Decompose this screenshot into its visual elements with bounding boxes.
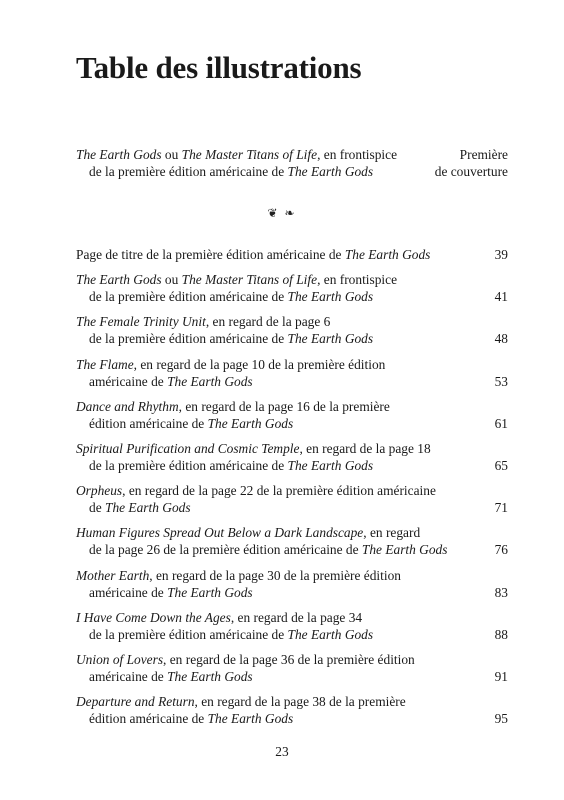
entry-text: de la première édition américaine de	[89, 457, 288, 473]
entry-text: édition américaine de	[89, 711, 208, 727]
entry-line	[76, 415, 470, 432]
illustration-title: The Earth Gods	[287, 289, 374, 305]
entry-page-number: 91	[494, 668, 508, 684]
entry-text: , en regard de la page 10 de la première édition	[133, 356, 386, 372]
entry-page-number: 65	[494, 457, 508, 473]
frontispiece-entry	[76, 146, 508, 180]
illustration-title: The Flame	[76, 356, 134, 372]
frontispiece-connector: ou	[161, 147, 182, 162]
illustration-title: Union of Lovers	[76, 651, 164, 667]
entry-line	[76, 356, 470, 373]
frontispiece-location-line-2: de couverture	[434, 164, 508, 179]
entry-line	[76, 668, 470, 685]
frontispiece-edition: de la première édition américaine de	[89, 164, 288, 179]
frontispiece-line-2	[76, 163, 406, 180]
illustration-title: The Earth Gods	[287, 457, 374, 473]
illustration-title: The Earth Gods	[207, 711, 294, 727]
entry-text: , en regard de la page 36 de la première édition	[163, 651, 415, 667]
entry-page-number: 76	[494, 542, 508, 558]
illustration-title: Dance and Rhythm	[76, 398, 179, 414]
entry-line	[76, 567, 470, 584]
list-item	[76, 482, 508, 516]
entry-text: américaine de	[89, 668, 168, 684]
illustrations-list	[76, 246, 508, 735]
illustration-title: The Female Trinity Unit	[76, 314, 206, 330]
illustration-title: The Earth Gods	[105, 500, 191, 516]
entry-text: , en regard de la page 18	[299, 440, 431, 456]
entry-line	[76, 693, 470, 710]
frontispiece-book-title: The Earth Gods	[287, 164, 374, 179]
entry-text: édition américaine de	[89, 415, 208, 431]
illustration-title: The Earth Gods	[167, 668, 253, 684]
illustration-title: The Earth Gods	[167, 584, 253, 600]
entry-line	[76, 524, 470, 541]
illustration-title: The Earth Gods	[76, 272, 162, 288]
list-item	[76, 271, 508, 305]
entry-page-number: 71	[494, 500, 508, 516]
entry-line	[76, 313, 470, 330]
entry-text: de la première édition américaine de	[89, 626, 288, 642]
entry-text: de la page 26 de la première édition américaine de	[89, 542, 362, 558]
illustration-title: Departure and Return	[76, 694, 195, 710]
illustration-title: The Master Titans of Life	[181, 272, 318, 288]
entry-text: de la première édition américaine de	[89, 289, 288, 305]
entry-line	[76, 710, 470, 727]
entry-text: , en regard de la page 6	[205, 314, 331, 330]
list-item	[76, 567, 508, 601]
list-item	[76, 398, 508, 432]
entry-line	[76, 373, 470, 390]
illustration-title: The Earth Gods	[344, 247, 431, 262]
entry-line	[76, 541, 470, 558]
entry-text: Page de titre de la première édition américaine de	[76, 247, 345, 262]
entry-page-number: 61	[494, 415, 508, 431]
frontispiece-alt-title: The Master Titans of Life	[181, 147, 318, 162]
entry-line	[76, 651, 470, 668]
entry-line	[76, 482, 470, 499]
list-item	[76, 693, 508, 727]
illustration-title: Human Figures Spread Out Below a Dark Landscape	[76, 525, 364, 541]
illustration-title: I Have Come Down the Ages	[76, 609, 231, 625]
entry-text: américaine de	[89, 373, 168, 389]
list-item	[76, 313, 508, 347]
entry-text: , en regard de la page 34	[230, 609, 363, 625]
page-title: Table des illustrations	[76, 50, 362, 85]
list-item	[76, 651, 508, 685]
illustration-title: The Earth Gods	[167, 373, 253, 389]
entry-text: de	[89, 500, 105, 516]
entry-line	[76, 288, 470, 305]
illustration-title: Orpheus	[76, 483, 123, 499]
frontispiece-description	[76, 146, 406, 180]
frontispiece-location	[398, 146, 508, 180]
entry-line	[76, 609, 470, 626]
entry-text: de la première édition américaine de	[89, 331, 288, 347]
entry-text: , en regard de la page 16 de la première	[178, 398, 390, 414]
entry-text: ou	[161, 272, 182, 288]
entry-line	[76, 457, 470, 474]
list-item	[76, 440, 508, 474]
frontispiece-placement: , en frontispice	[317, 147, 398, 162]
frontispiece-line-1	[76, 146, 406, 163]
entry-text: , en regard	[363, 525, 421, 541]
list-item	[76, 524, 508, 558]
entry-text: , en regard de la page 30 de la première édition	[149, 567, 401, 583]
illustration-title: The Earth Gods	[287, 331, 374, 347]
list-item	[76, 609, 508, 643]
illustration-title: Mother Earth	[76, 567, 150, 583]
frontispiece-location-line-1: Première	[459, 147, 508, 162]
entry-line	[76, 271, 470, 288]
entry-page-number: 95	[494, 711, 508, 727]
entry-line	[76, 499, 470, 516]
list-item	[76, 246, 508, 263]
entry-line	[76, 246, 470, 263]
list-item	[76, 356, 508, 390]
frontispiece-title: The Earth Gods	[76, 147, 162, 162]
entry-line	[76, 330, 470, 347]
entry-page-number: 39	[494, 247, 508, 262]
entry-page-number: 53	[494, 373, 508, 389]
entry-page-number: 48	[494, 331, 508, 347]
entry-line	[76, 398, 470, 415]
illustration-title: The Earth Gods	[361, 542, 448, 558]
entry-text: , en regard de la page 38 de la première	[194, 694, 406, 710]
entry-line	[76, 626, 470, 643]
illustration-title: The Earth Gods	[207, 415, 294, 431]
fleuron-ornament: ❦ ❧	[267, 206, 297, 220]
entry-line	[76, 440, 470, 457]
page-number: 23	[275, 744, 289, 759]
illustration-title: The Earth Gods	[287, 626, 374, 642]
entry-text: américaine de	[89, 584, 168, 600]
entry-text: , en regard de la page 22 de la première édition américaine	[122, 483, 436, 499]
illustration-title: Spiritual Purification and Cosmic Temple	[76, 440, 300, 456]
entry-page-number: 88	[494, 626, 508, 642]
entry-line	[76, 584, 470, 601]
entry-text: , en frontispice	[317, 272, 398, 288]
entry-page-number: 41	[494, 289, 508, 305]
entry-page-number: 83	[494, 584, 508, 600]
